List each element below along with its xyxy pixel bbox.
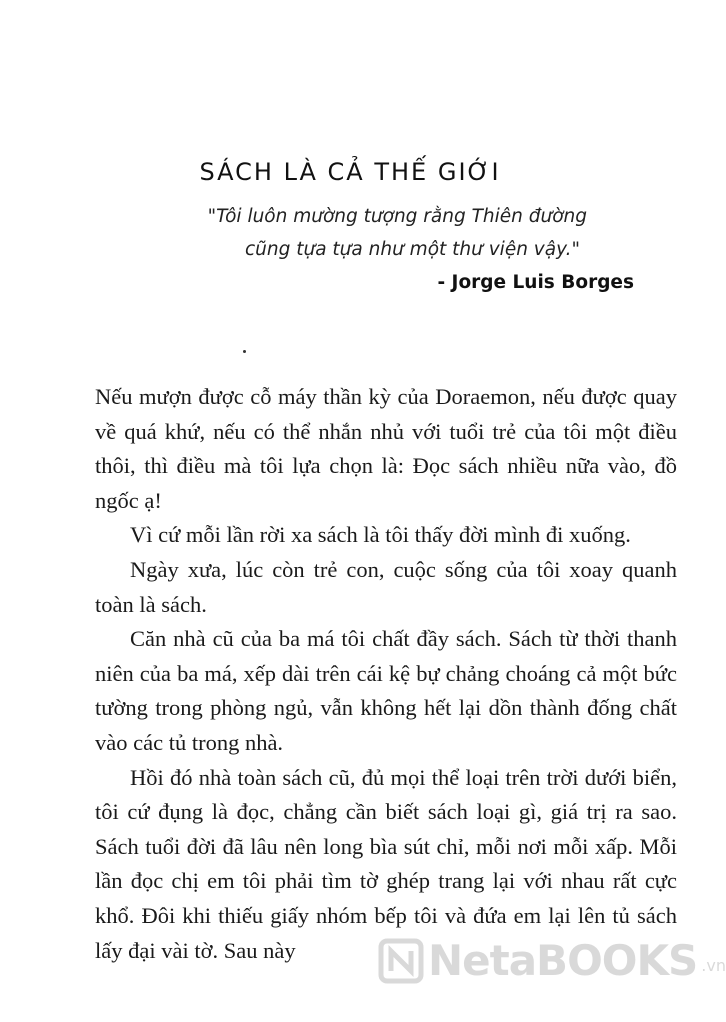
stray-dot-mark (243, 350, 246, 353)
epigraph-attribution: - Jorge Luis Borges (437, 272, 634, 293)
paragraph-3: Ngày xưa, lúc còn trẻ con, cuộc sống của tôi xoay quanh toàn là sách. (95, 556, 677, 617)
paragraph-2: Vì cứ mỗi lần rời xa sách là tôi thấy đời mình đi xuống. (130, 522, 631, 548)
paragraph-5: Hồi đó nhà toàn sách cũ, đủ mọi thể loại trên trời dưới biển, tôi cứ đụng là đọc, chẳng cần biết sách loại gì, giá trị ra sao. Sách tuổi đời đã lâu nên long bìa sút chỉ, mỗi nơi mỗi xấp. Mỗi lần đọc chị em tôi phải tìm tờ ghép trang lại với nhau rất cực khổ. Đôi khi thiếu giấy nhóm bếp tôi và đứa em lại lên tủ sách lấy đại vài tờ. Sau này (95, 764, 677, 963)
epigraph-line-1: "Tôi luôn mường tượng rằng Thiên đường (207, 206, 587, 227)
netabooks-watermark (378, 936, 726, 985)
chapter-title: SÁCH LÀ CẢ THẾ GIỚI (199, 158, 501, 186)
netabooks-logo-icon (378, 938, 424, 984)
epigraph-line-2: cũng tựa tựa như một thư viện vậy." (244, 239, 580, 260)
paragraph-1: Nếu mượn được cỗ máy thần kỳ của Doraemon, nếu được quay về quá khứ, nếu có thể nhắn nhủ với tuổi trẻ của tôi một điều thôi, thì điều mà tôi lựa chọn là: Đọc sách nhiều nữa vào, đồ ngốc ạ! (95, 384, 677, 513)
watermark-brand: NetaBOOKS (428, 936, 698, 985)
watermark-suffix: .vn (701, 956, 726, 975)
paragraph-4: Căn nhà cũ của ba má tôi chất đầy sách. Sách từ thời thanh niên của ba má, xếp dài trên cái kệ bự chảng choáng cả một bức tường trong phòng ngủ, vẫn không hết lại dồn thành đống chất vào các tủ trong nhà. (95, 626, 677, 755)
body-text (95, 380, 677, 968)
